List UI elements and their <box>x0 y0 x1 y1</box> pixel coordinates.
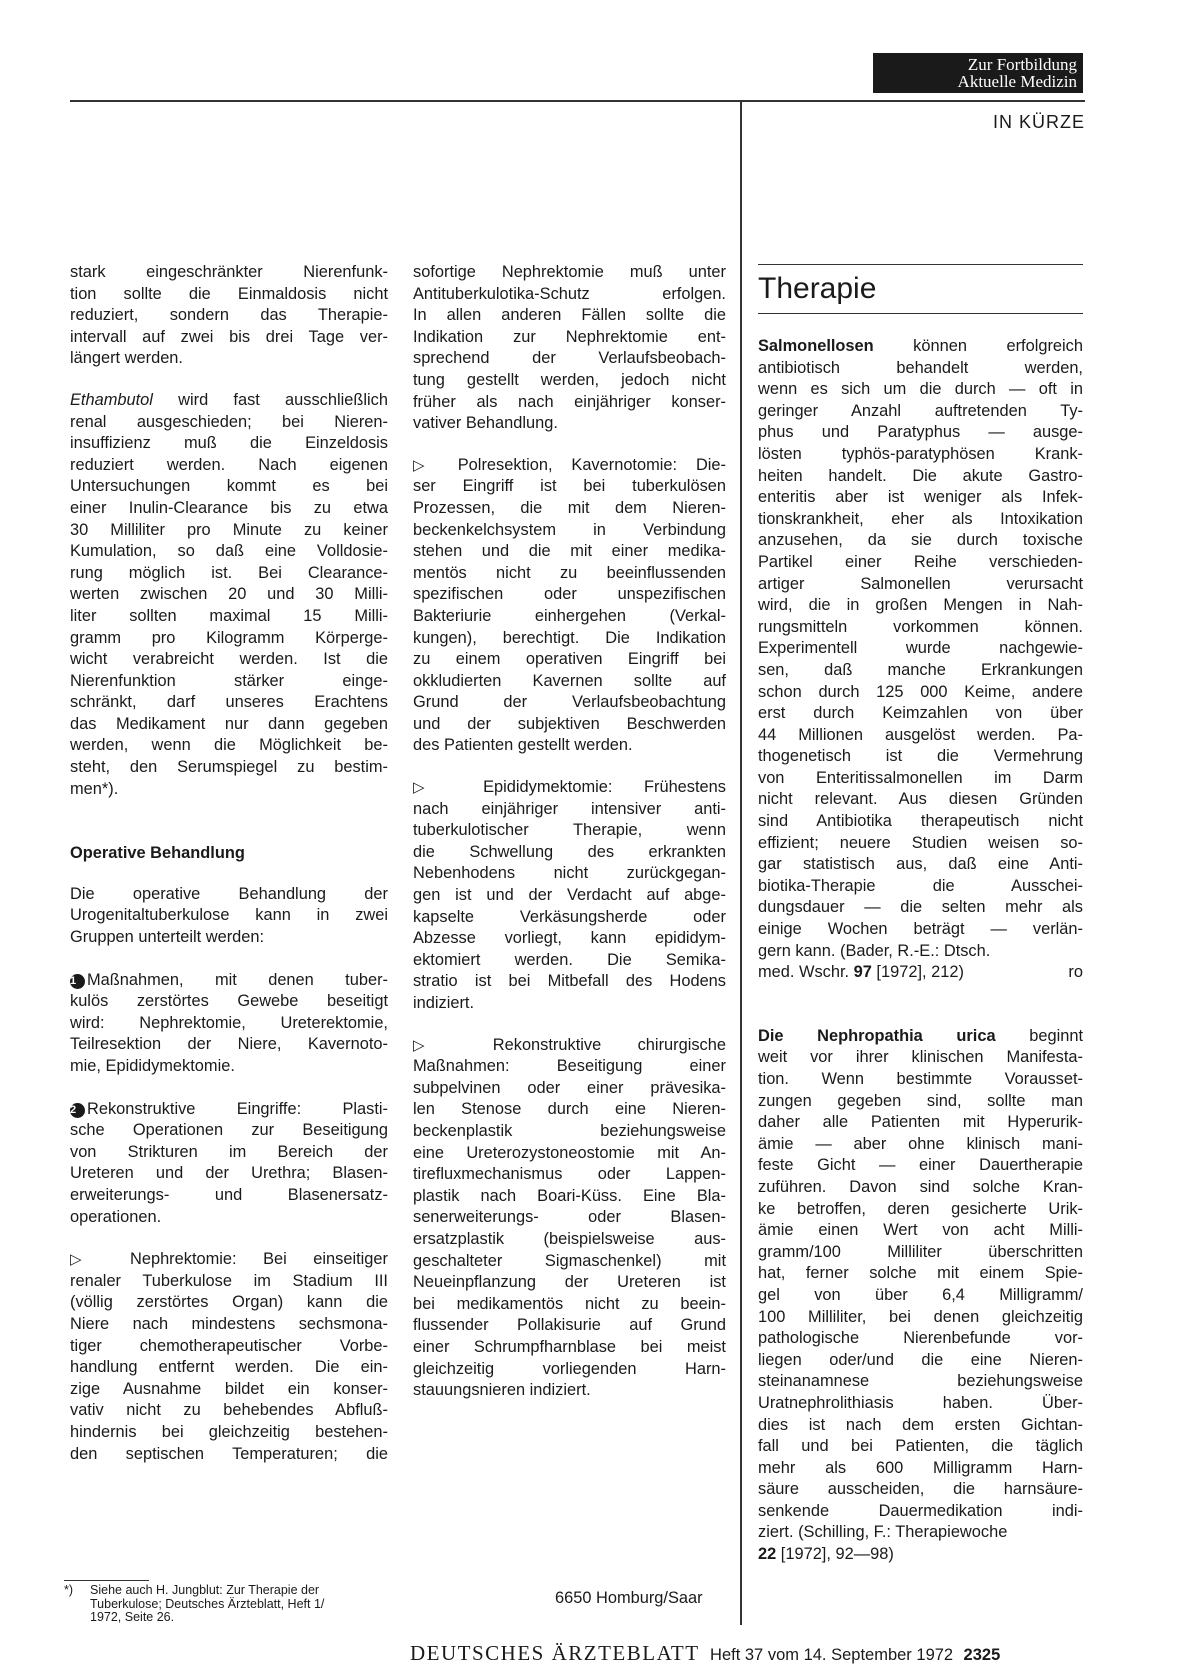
text-line: beckenkelchsystem in Verbindung <box>413 520 726 539</box>
text-line: Niere nach mindestens sechsmona- <box>70 1314 388 1333</box>
text-line: ektomiert werden. Die Semika- <box>413 950 726 969</box>
section-line-1: Zur Fortbildung <box>967 55 1077 74</box>
text-line: mie, Epididymektomie. <box>70 1057 235 1075</box>
text-line: len Stenose durch eine Nieren- <box>413 1100 726 1119</box>
text-line: schränkt, darf unseres Erachtens <box>70 693 388 712</box>
text-line: heiten handelt. Die akute Gastro- <box>758 466 1083 485</box>
text-line: (völlig zerstörtes Organ) kann die <box>70 1293 388 1312</box>
text-line: 30 Milliliter pro Minute zu keiner <box>70 520 388 539</box>
column-divider <box>740 100 742 1625</box>
text-line: plastik nach Boari-Küss. Eine Bla- <box>413 1186 726 1205</box>
therapie-rule-top <box>758 264 1083 265</box>
text-line: reduziert, sondern das Therapie- <box>70 306 388 325</box>
text-line: steht, den Serumspiegel zu bestim- <box>70 758 388 777</box>
section-tag <box>873 53 1083 93</box>
text-line: erweiterungs- und Blasenersatz- <box>70 1185 388 1204</box>
text-line: wenn es sich um die durch — oft in <box>758 380 1083 399</box>
text-line: von Strikturen im Bereich der <box>70 1142 388 1161</box>
text-line: anzusehen, da sie durch toxische <box>758 531 1083 550</box>
text-line: stark eingeschränkter Nierenfunk- <box>70 263 388 281</box>
triangle-bullet-icon: ▷ <box>413 779 452 797</box>
text-line: liter sollten maximal 15 Milli- <box>70 606 388 625</box>
text-line: artiger Salmonellen verursacht <box>758 574 1083 593</box>
text-line: kulös zerstörtes Gewebe beseitigt <box>70 992 388 1011</box>
text-line: früher als nach einjähriger konser- <box>413 392 726 411</box>
text-line: kapselte Verkäsungsherde oder <box>413 907 726 926</box>
text-line: Siehe auch H. Jungblut: Zur Therapie der <box>90 1583 320 1597</box>
text-line: phus und Paratyphus — ausge- <box>758 423 1083 442</box>
text-line: Gruppen unterteilt werden: <box>70 928 265 947</box>
text-line: stratio ist bei Mitbefall des Hodens <box>413 972 726 991</box>
salmonellosen-term: Salmonellosen <box>758 337 874 355</box>
text-line: reduziert werden. Nach eigenen <box>70 455 388 474</box>
text-line: sind Antibiotika therapeutisch nicht <box>758 812 1083 831</box>
text-line: flussender Pollakisurie auf Grund <box>413 1316 726 1335</box>
text-line: Tuberkulose; Deutsches Ärzteblatt, Heft 1/ <box>90 1596 325 1611</box>
text-line: einer Schrumpfharnblase bei meist <box>413 1337 726 1356</box>
col2-paragraph-rekonstruktive: ▷ Rekonstruktive chirurgische Maßnahmen: Beseitigung einer subpelvinen oder einer prävesika- len Stenose durch eine Nieren- beckenplastik beziehungsweise eine Ureterozystoneostomie mit An- tirefluxmechanismus oder Lappen- plastik nach Boari-Küss. Eine Bla- senerweiterungs- oder Blasen- ersatzplastik (beispielsweise aus- geschalteter Sigmaschenkel) mit Neueinpflanzung der Ureteren ist bei medikamentös nicht zu beein- flussender Pollakisurie auf Grund einer Schrumpfharnblase bei meist gleichzeitig vorliegenden Harn- stauungsnieren indiziert. <box>413 1035 726 1402</box>
text-line: beckenplastik beziehungsweise <box>413 1121 726 1140</box>
text-line: dies ist nach dem ersten Gichtan- <box>758 1415 1083 1434</box>
text-line: vativer Behandlung. <box>413 414 558 433</box>
text-line: sofortige Nephrektomie muß unter <box>413 263 726 281</box>
text-line: tion. Wenn bestimmte Vorausset- <box>758 1070 1083 1088</box>
text-line: indiziert. <box>413 994 475 1012</box>
text-line: mentös nicht zu beeinflussenden <box>413 563 726 582</box>
text-line: Antituberkulotika-Schutz erfolgen. <box>413 284 726 303</box>
text-line: tionskrankheit, eher als Intoxikation <box>758 509 1083 528</box>
text-line: hindernis bei gleichzeitig bestehen- <box>70 1422 388 1441</box>
text-line: tirefluxmechanismus oder Lappen- <box>413 1165 726 1184</box>
column-1 <box>70 262 388 1465</box>
footnote-rule <box>64 1580 149 1581</box>
text-line: renaler Tuberkulose im Stadium III <box>70 1271 388 1290</box>
text-line: Experimentell wurde nachgewie- <box>758 639 1083 658</box>
bullet-number-1: 1 <box>70 974 85 989</box>
text-line: Grund der Verlaufsbeobachtung <box>413 693 726 712</box>
text-line: ersatzplastik (beispielsweise aus- <box>413 1229 726 1248</box>
text-line: sche Operationen zur Beseitigung <box>70 1121 388 1140</box>
text-line: Indikation zur Nephrektomie ent- <box>413 327 726 346</box>
text-line: sen, daß manche Erkrankungen <box>758 660 1083 679</box>
text-line: liegen oder/und die eine Nieren- <box>758 1350 1083 1369</box>
text-line: stehen und die mit einer medika- <box>413 542 726 561</box>
text-line: bei medikamentös nicht zu beein- <box>413 1294 726 1313</box>
text-line: Bakteriurie einhergehen (Verkal- <box>413 606 726 625</box>
operative-heading: Operative Behandlung <box>70 844 245 863</box>
text-line: zungen gegeben sind, sollte man <box>758 1091 1083 1110</box>
text-line: spezifischen oder unspezifischen <box>413 585 726 604</box>
section-line-2: Aktuelle Medizin <box>957 72 1077 91</box>
text-line: tung gestellt werden, jedoch nicht <box>413 370 726 389</box>
footnote <box>64 1584 394 1625</box>
author-signature: ro <box>1068 963 1083 982</box>
therapie-rule-bottom <box>758 313 1083 314</box>
text-line: zige Ausnahme bildet ein konser- <box>70 1379 388 1398</box>
text-line: Uratnephrolithiasis haben. Über- <box>758 1393 1083 1412</box>
text-line: 100 Milliliter, bei denen gleichzeitig <box>758 1307 1083 1326</box>
text-line: renal ausgeschieden; bei Nieren- <box>70 412 388 431</box>
issue-info: Heft 37 vom 14. September 1972 <box>710 1646 954 1664</box>
text-line: werden, wenn die Möglichkeit be- <box>70 736 388 755</box>
text-line: stauungsnieren indiziert. <box>413 1381 591 1400</box>
text-line: intervall auf zwei bis drei Tage ver- <box>70 327 388 346</box>
text-line: senkende Dauermedikation indi- <box>758 1501 1083 1520</box>
text-line: weit vor ihrer klinischen Manifesta- <box>758 1048 1083 1067</box>
ethambutol-term: Ethambutol <box>70 390 153 409</box>
journal-name: DEUTSCHES ÄRZTEBLATT <box>410 1641 700 1665</box>
text-line: kungen), berechtigt. Die Indikation <box>413 628 726 647</box>
text-line: steinanamnese beziehungsweise <box>758 1372 1083 1391</box>
text-line: enteritis aber ist weniger als Infek- <box>758 488 1083 507</box>
text-line: daher alle Patienten mit Hyperurik- <box>758 1113 1083 1132</box>
text-line: feste Gicht — einer Dauertherapie <box>758 1156 1083 1175</box>
text-line: Nebenhodens nicht zurückgegan- <box>413 864 726 883</box>
col1-paragraph-ethambutol: Ethambutol wird fast ausschließlich renal ausgeschieden; bei Nieren- insuffizienz muß die Einzeldosis reduziert werden. Nach eigenen Untersuchungen kommt es bei einer Inulin-Clearance bis zu etwa 30 Milliliter pro Minute zu keiner Kumulation, so daß eine Volldosie- rung möglich ist. Bei Clearance- werten zwischen 20 und 30 Milli- liter sollten maximal 15 Milli- gramm pro Kilogramm Körperge- wicht verabreicht werden. Ist die Nierenfunktion stärker einge- schränkt, darf unseres Erachtens das Medikament nur dann gegeben werden, wenn die Möglichkeit be- steht, den Serumspiegel zu bestim- men*). <box>70 390 388 800</box>
triangle-bullet-icon: ▷ <box>413 1036 457 1054</box>
text-line: gar statistisch aus, daß eine Anti- <box>758 855 1083 874</box>
text-line: handlung entfernt werden. Die ein- <box>70 1358 388 1377</box>
text-line: wird, die in großen Mengen in Nah- <box>758 596 1083 615</box>
text-line: das Medikament nur dann gegeben <box>70 714 388 733</box>
text-line: senerweiterungs- oder Blasen- <box>413 1208 726 1227</box>
text-line: ämie einen Wert von acht Milli- <box>758 1221 1083 1240</box>
text-line: säure ausscheiden, die harnsäure- <box>758 1480 1083 1499</box>
text-line: schon durch 125 000 Keime, andere <box>758 682 1083 701</box>
column-3 <box>758 336 1083 1566</box>
text-line: fall und bei Patienten, die täglich <box>758 1437 1083 1456</box>
header-rule <box>70 100 1085 102</box>
text-line: antibiotisch behandelt werden, <box>758 358 1083 377</box>
text-line: hat, ferner solche mit einem Spie- <box>758 1264 1083 1283</box>
text-line: subpelvinen oder einer prävesika- <box>413 1078 726 1097</box>
text-line: einige Wochen beträgt — verlän- <box>758 920 1083 939</box>
text-line: Untersuchungen kommt es bei <box>70 477 388 496</box>
bullet-number-2: 2 <box>70 1103 85 1118</box>
text-line: Abzesse vorliegt, kann epididym- <box>413 929 726 948</box>
text-line: geringer Anzahl auftretenden Ty- <box>758 401 1083 420</box>
nephropathia-term: Die Nephropathia urica <box>758 1026 996 1045</box>
text-line: sprechend der Verlaufsbeobach- <box>413 349 726 368</box>
text-line: ke betroffen, deren gesicherte Urik- <box>758 1199 1083 1218</box>
text-line: ziert. (Schilling, F.: Therapiewoche <box>758 1523 1008 1542</box>
text-line: Ureteren und der Urethra; Blasen- <box>70 1164 388 1183</box>
text-line: gern kann. (Bader, R.-E.: Dtsch. <box>758 941 991 960</box>
text-line: wicht verabreicht werden. Ist die <box>70 650 388 669</box>
text-line: thogenetisch ist die Vermehrung <box>758 747 1083 766</box>
text-line: insuffizienz muß die Einzeldosis <box>70 434 388 453</box>
col2-paragraph-epididymektomie: ▷ Epididymektomie: Frühestens nach einjähriger intensiver anti- tuberkulotischer Therapie, wenn die Schwellung des erkrankten Nebenhodens nicht zurückgegan- gen ist und der Verdacht auf abge- kapselte Verkäsungsherde oder Abzesse vorliegt, kann epididym- ektomiert werden. Die Semika- stratio ist bei Mitbefall des Hodens indiziert. <box>413 777 726 1015</box>
text-line: tiger chemotherapeutischer Vorbe- <box>70 1336 388 1355</box>
text-line: tuberkulotischer Therapie, wenn <box>413 821 726 840</box>
text-line: rung möglich ist. Bei Clearance- <box>70 563 388 582</box>
text-line: biotika-Therapie die Ausschei- <box>758 876 1083 895</box>
text-line: 1972, Seite 26. <box>90 1610 175 1624</box>
text-line: gen ist und der Verdacht auf abge- <box>413 886 726 905</box>
text-line: Urogenitaltuberkulose kann in zwei <box>70 906 388 925</box>
text-line: von Enteritissalmonellen im Darm <box>758 768 1083 787</box>
triangle-bullet-icon: ▷ <box>70 1251 104 1269</box>
text-line: tion sollte die Einmaldosis nicht <box>70 284 388 303</box>
in-kurze-label: IN KÜRZE <box>992 112 1085 132</box>
text-line: Nierenfunktion stärker einge- <box>70 671 388 690</box>
text-line: Maßnahmen: Beseitigung einer <box>413 1057 726 1076</box>
text-line: den septischen Temperaturen; die <box>70 1444 388 1463</box>
text-line: dungsdauer — die selten mehr als <box>758 898 1083 917</box>
text-line: mehr als 600 Milligramm Harn- <box>758 1458 1083 1477</box>
text-line: längert werden. <box>70 349 183 368</box>
text-line: nach einjähriger intensiver anti- <box>413 799 726 818</box>
text-line: die Schwellung des erkrankten <box>413 842 726 861</box>
therapie-title: Therapie <box>758 272 877 305</box>
col2-paragraph-1 <box>413 262 726 435</box>
col1-bullet-1: 1 Maßnahmen, mit denen tuber- kulös zerstörtes Gewebe beseitigt wird: Nephrektomie, Ureterektomie, Teilresektion der Niere, Kavernoto- mie, Epididymektomie. <box>70 970 388 1078</box>
text-line: Kumulation, so daß eine Volldosie- <box>70 542 388 561</box>
page-number: 2325 <box>963 1646 1001 1664</box>
text-line: wird: Nephrektomie, Ureterektomie, <box>70 1013 388 1032</box>
text-line: Teilresektion der Niere, Kavernoto- <box>70 1035 388 1054</box>
text-line: operationen. <box>70 1207 162 1226</box>
col1-paragraph-operative <box>70 884 388 949</box>
text-line: gel von über 6,4 Milligramm/ <box>758 1285 1083 1304</box>
text-line: vativ nicht zu behebendes Abfluß- <box>70 1401 388 1420</box>
text-line: lösten typhös-paratyphösen Krank- <box>758 444 1083 463</box>
article-salmonellosen: Salmonellosen können erfolgreich antibiotisch behandelt werden, wenn es sich um die durch — oft in geringer Anzahl auftretenden Ty- phus und Paratyphus — ausge- lösten typhös-paratyphösen Krank- heiten handelt. Die akute Gastro- enteritis aber ist weniger als Infek- tionskrankheit, eher als Intoxikation anzusehen, da sie durch toxische Partikel einer Reihe verschieden- artiger Salmonellen verursacht wird, die in großen Mengen in Nah- rungsmitteln vorkommen können. Experimentell wurde nachgewie- sen, daß manche Erkrankungen schon durch 125 000 Keime, andere erst durch Keimzahlen von über 44 Millionen ausgelöst werden. Pa- thogenetisch ist die Vermehrung von Enteritissalmonellen im Darm nicht relevant. Aus diesen Gründen sind Antibiotika therapeutisch nicht effizient; neuere Studien weisen so- gar statistisch aus, daß eine Anti- biotika-Therapie die Ausschei- dungsdauer — die selten mehr als einige Wochen beträgt — verlän- gern kann. (Bader, R.-E.: Dtsch. med. Wschr. 97 [1972], 212) ro <box>758 336 1083 984</box>
text-line: rungsmitteln vorkommen können. <box>758 617 1083 636</box>
text-line: pathologische Nierenbefunde vor- <box>758 1329 1083 1348</box>
text-line: In allen anderen Fällen sollte die <box>413 306 726 325</box>
text-line: zuführen. Davon sind solche Kran- <box>758 1177 1083 1196</box>
text-line: ämie — aber ohne klinisch mani- <box>758 1134 1083 1153</box>
page-footer <box>410 1641 1000 1666</box>
text-line: ser Eingriff ist bei tuberkulösen <box>413 477 726 496</box>
text-line: men*). <box>70 779 119 798</box>
text-line: Die operative Behandlung der <box>70 884 388 903</box>
text-line: okkludierten Kavernen sollte auf <box>413 671 726 690</box>
col1-bullet-2: 2 Rekonstruktive Eingriffe: Plasti- sche Operationen zur Beseitigung von Strikturen im Bereich der Ureteren und der Urethra; Blasen- erweiterungs- und Blasenersatz- operationen. <box>70 1099 388 1229</box>
text-line: Neueinpflanzung der Ureteren ist <box>413 1273 726 1292</box>
text-line: gleichzeitig vorliegenden Harn- <box>413 1359 726 1378</box>
text-line: Partikel einer Reihe verschieden- <box>758 552 1083 571</box>
text-line: 44 Millionen ausgelöst werden. Pa- <box>758 725 1083 744</box>
col2-paragraph-polresektion: ▷ Polresektion, Kavernotomie: Die- ser Eingriff ist bei tuberkulösen Prozessen, die mit dem Nieren- beckenkelchsystem in Verbindung stehen und die mit einer medika- mentös nicht zu beeinflussenden spezifischen oder unspezifischen Bakteriurie einhergehen (Verkal- kungen), berechtigt. Die Indikation zu einem operativen Eingriff bei okkludierten Kavernen sollte auf Grund der Verlaufsbeobachtung und der subjektiven Beschwerden des Patienten gestellt werden. <box>413 455 726 757</box>
author-address: 6650 Homburg/Saar <box>555 1589 703 1607</box>
text-line: gramm/100 Milliliter überschritten <box>758 1242 1083 1261</box>
footnote-mark: *) <box>64 1583 74 1597</box>
text-line: einer Inulin-Clearance bis zu etwa <box>70 498 388 517</box>
text-line: und der subjektiven Beschwerden <box>413 714 726 733</box>
text-line: effizient; neuere Studien weisen so- <box>758 833 1083 852</box>
text-line: gramm pro Kilogramm Körperge- <box>70 628 388 647</box>
text-line: werten zwischen 20 und 30 Milli- <box>70 585 388 604</box>
col1-paragraph-1 <box>70 262 388 370</box>
text-line: erst durch Keimzahlen von über <box>758 704 1083 723</box>
text-line: eine Ureterozystoneostomie mit An- <box>413 1143 726 1162</box>
text-line: zu einem operativen Eingriff bei <box>413 650 726 669</box>
column-2 <box>413 262 726 1402</box>
text-line: nicht relevant. Aus diesen Gründen <box>758 790 1083 809</box>
text-line: des Patienten gestellt werden. <box>413 736 633 755</box>
text-line: geschalteter Sigmaschenkel) mit <box>413 1251 726 1270</box>
col1-paragraph-nephrektomie: ▷ Nephrektomie: Bei einseitiger renaler Tuberkulose im Stadium III (völlig zerstörtes Organ) kann die Niere nach mindestens sechsmona- tiger chemotherapeutischer Vorbe- handlung entfernt werden. Die ein- zige Ausnahme bildet ein konser- vativ nicht zu behebendes Abfluß- hindernis bei gleichzeitig bestehen- den septischen Temperaturen; die <box>70 1249 388 1465</box>
triangle-bullet-icon: ▷ <box>413 456 439 474</box>
text-line: Prozessen, die mit dem Nieren- <box>413 498 726 517</box>
article-nephropathia: Die Nephropathia urica beginnt weit vor ihrer klinischen Manifesta- tion. Wenn bestimmte Vorausset- zungen gegeben sind, sollte man daher alle Patienten mit Hyperurik- ämie — aber ohne klinisch mani- feste Gicht — einer Dauertherapie zuführen. Davon sind solche Kran- ke betroffen, deren gesicherte Urik- ämie einen Wert von acht Milli- gramm/100 Milliliter überschritten hat, ferner solche mit einem Spie- gel von über 6,4 Milligramm/ 100 Milliliter, bei denen gleichzeitig pathologische Nierenbefunde vor- liegen oder/und die eine Nieren- steinanamnese beziehungsweise Uratnephrolithiasis haben. Über- dies ist nach dem ersten Gichtan- fall und bei Patienten, die täglich mehr als 600 Milligramm Harn- säure ausscheiden, die harnsäure- senkende Dauermedikation indi- ziert. (Schilling, F.: Therapiewoche 22 [1972], 92—98) <box>758 1026 1083 1564</box>
